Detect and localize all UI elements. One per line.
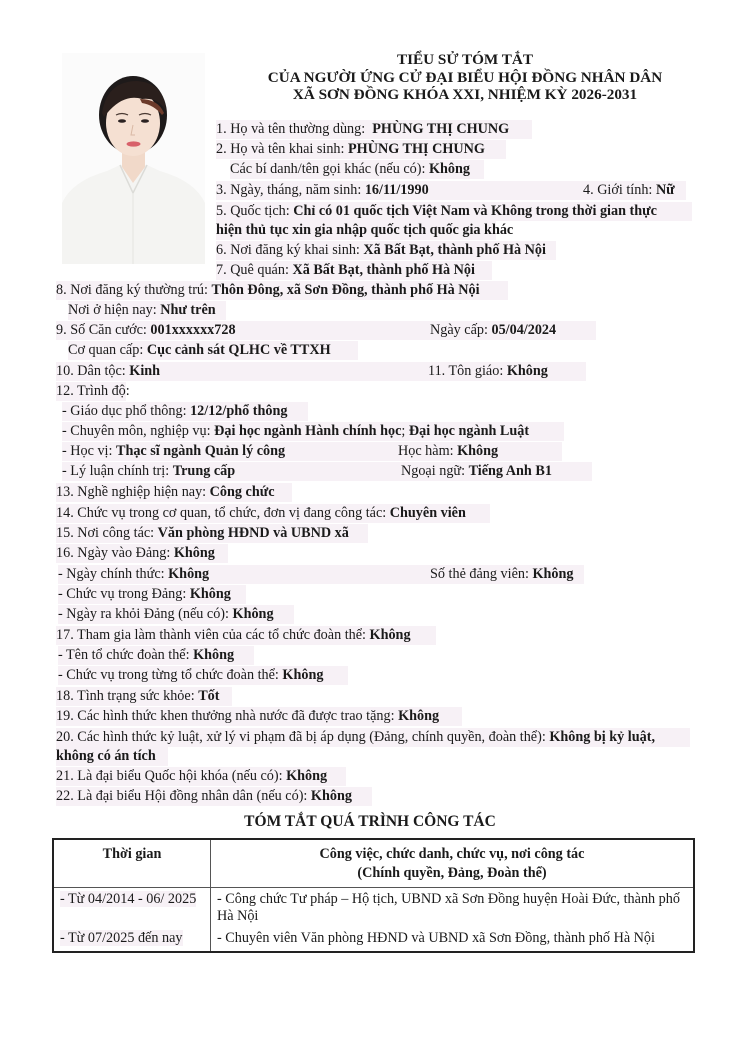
field-foreign-language (401, 462, 552, 481)
field-value: Không (173, 545, 215, 561)
field-label: 5. Quốc tịch: (216, 203, 294, 219)
field-value: Không (282, 667, 324, 683)
field-label: 9. Số Căn cước: (56, 322, 151, 338)
column-header-label: Thời gian (102, 846, 162, 862)
field-label: 1. Họ và tên thường dùng: (216, 121, 369, 137)
field-value: Chuyên viên (389, 505, 466, 521)
field-label: 14. Chức vụ trong cơ quan, tổ chức, đơn vị đang công tác: (56, 505, 390, 521)
field-value: 16/11/1990 (364, 182, 429, 198)
field-value: Không (369, 627, 411, 643)
field-label: 7. Quê quán: (216, 262, 293, 278)
document-title (205, 51, 725, 104)
field-birth-date (216, 181, 686, 200)
field-separator: ; (401, 423, 409, 439)
field-alias (230, 160, 484, 179)
table-row (53, 888, 694, 928)
column-header-role (211, 839, 695, 888)
cell-time (53, 927, 211, 952)
field-label: 12. Trình độ: (56, 383, 130, 399)
field-value: Cục cảnh sát QLHC về TTXH (146, 342, 331, 358)
field-id-number (56, 321, 596, 340)
cell-time (53, 888, 211, 928)
field-value: Kinh (129, 363, 161, 379)
field-label: - Chức vụ trong từng tổ chức đoàn thể: (58, 667, 283, 683)
field-value: Công chức (209, 484, 275, 500)
field-health (56, 687, 232, 706)
field-label: 2. Họ và tên khai sinh: (216, 141, 349, 157)
field-birth-registration (216, 241, 556, 260)
field-ethnicity (56, 362, 586, 381)
cell-text: - Từ 04/2014 - 06/ 2025 (60, 891, 197, 907)
field-value: 12/12/phổ thông (190, 403, 288, 419)
column-header-label: Công việc, chức danh, chức vụ, nơi công tác (319, 846, 585, 862)
field-label: - Ngày ra khỏi Đảng (nếu có): (58, 606, 233, 622)
field-label: 17. Tham gia làm thành viên của các tổ chức đoàn thể: (56, 627, 370, 643)
field-common-name (216, 120, 532, 139)
field-occupation (56, 483, 292, 502)
field-label: 20. Các hình thức kỷ luật, xử lý vi phạm đã bị áp dụng (Đảng, chính quyền, đoàn thể): (56, 729, 550, 745)
field-party-position (58, 585, 246, 604)
column-header-sublabel: (Chính quyền, Đảng, Đoàn thể) (357, 865, 547, 881)
field-position (56, 504, 490, 523)
field-value: Xã Bất Bạt, thành phố Hà Nội (363, 242, 546, 258)
field-value: PHÙNG THỊ CHUNG (372, 121, 510, 137)
column-header-time (53, 839, 211, 888)
title-line-1: TIỂU SỬ TÓM TẮT (396, 51, 534, 68)
field-label: 10. Dân tộc: (56, 363, 130, 379)
field-label: - Chức vụ trong Đảng: (58, 586, 190, 602)
field-peoples-council (56, 787, 372, 806)
field-value: Không (232, 606, 274, 622)
field-permanent-residence (56, 281, 508, 300)
field-label: 6. Nơi đăng ký khai sinh: (216, 242, 364, 258)
field-nationality-cont (216, 221, 514, 240)
field-value: Thôn Đông, xã Sơn Đồng, thành phố Hà Nội (211, 282, 480, 298)
field-label: 18. Tình trạng sức khỏe: (56, 688, 199, 704)
cell-text: - Từ 07/2025 đến nay (60, 930, 183, 946)
field-value: Không (506, 363, 548, 379)
field-gender (583, 181, 675, 200)
field-label: Số thẻ đảng viên: (430, 566, 533, 582)
field-label: Ngoại ngữ: (401, 463, 469, 479)
field-value: Không (310, 788, 352, 804)
field-party-join-date (56, 544, 228, 563)
field-label: 4. Giới tính: (583, 182, 656, 198)
field-discipline (56, 728, 690, 747)
field-label: 13. Nghề nghiệp hiện nay: (56, 484, 210, 500)
field-value: Chỉ có 01 quốc tịch Việt Nam và Không trong thời gian thực (293, 203, 657, 219)
field-value: Không (398, 708, 440, 724)
field-value: Xã Bất Bạt, thành phố Hà Nội (292, 262, 475, 278)
field-party-leave-date (58, 605, 294, 624)
field-general-education (62, 402, 308, 421)
field-value: Không (286, 768, 328, 784)
field-value: Thạc sĩ ngành Quản lý công (115, 443, 286, 459)
field-awards (56, 707, 462, 726)
title-line-2: CỦA NGƯỜI ỨNG CỬ ĐẠI BIỂU HỘI ĐỒNG NHÂN DÂN (267, 68, 663, 86)
field-value: Nữ (655, 182, 675, 198)
field-party-card (430, 565, 573, 584)
field-label: - Ngày chính thức: (58, 566, 169, 582)
field-label: 16. Ngày vào Đảng: (56, 545, 174, 561)
field-label: - Học vị: (62, 443, 116, 459)
field-value: Như trên (160, 302, 216, 318)
field-value: Không (189, 586, 231, 602)
cell-role: - Chuyên viên Văn phòng HĐND và UBND xã Sơn Đồng, thành phố Hà Nội (211, 927, 695, 952)
field-value: Tiếng Anh B1 (468, 463, 552, 479)
work-history-table (52, 838, 695, 953)
field-degree (62, 442, 562, 461)
field-label: - Tên tổ chức đoàn thể: (58, 647, 194, 663)
field-religion (428, 362, 548, 381)
field-label: Học hàm: (398, 443, 458, 459)
field-label: Các bí danh/tên gọi khác (nếu có): (230, 161, 429, 177)
field-label: 22. Là đại biểu Hội đồng nhân dân (nếu có): (56, 788, 311, 804)
field-value: Không (193, 647, 235, 663)
table-row (53, 927, 694, 952)
field-value: Tốt (198, 688, 220, 704)
field-mass-organizations (56, 626, 436, 645)
field-label: Ngày cấp: (430, 322, 492, 338)
field-label: - Lý luận chính trị: (62, 463, 173, 479)
field-label: 19. Các hình thức khen thưởng nhà nước đã được trao tặng: (56, 708, 399, 724)
field-national-assembly (56, 767, 346, 786)
field-label: Nơi ở hiện nay: (68, 302, 161, 318)
candidate-photo (62, 53, 205, 264)
field-label: Cơ quan cấp: (68, 342, 147, 358)
field-label: 15. Nơi công tác: (56, 525, 158, 541)
field-value: Không (457, 443, 499, 459)
field-discipline-cont (56, 747, 168, 766)
field-label: - Chuyên môn, nghiệp vụ: (62, 423, 215, 439)
field-value: Đại học ngành Luật (408, 423, 530, 439)
field-value: 05/04/2024 (491, 322, 557, 338)
field-value: không có án tích (56, 748, 156, 764)
work-history-title: TÓM TẮT QUÁ TRÌNH CÔNG TÁC (244, 813, 496, 830)
field-value: hiện thủ tục xin gia nhập quốc tịch quốc gia khác (216, 222, 514, 238)
field-value: Văn phòng HĐND và UBND xã (157, 525, 349, 541)
field-label: 21. Là đại biểu Quốc hội khóa (nếu có): (56, 768, 287, 784)
field-label: - Giáo dục phổ thông: (62, 403, 191, 419)
field-value: Đại học ngành Hành chính học (214, 423, 402, 439)
field-current-residence (68, 301, 226, 320)
field-birth-name (216, 140, 506, 159)
table-header-row (53, 839, 694, 888)
cell-role: - Công chức Tư pháp – Hộ tịch, UBND xã Sơn Đồng huyện Hoài Đức, thành phố Hà Nội (211, 888, 695, 928)
field-organization-position (58, 666, 348, 685)
field-education-heading (56, 382, 130, 401)
field-value: Không (428, 161, 470, 177)
field-value: Không (532, 566, 574, 582)
field-nationality (216, 202, 692, 221)
field-official-date (58, 565, 584, 584)
field-value: Trung cấp (172, 463, 236, 479)
field-specialty (62, 422, 564, 441)
field-value: PHÙNG THỊ CHUNG (348, 141, 485, 157)
field-issuer (68, 341, 358, 360)
field-organization-name (58, 646, 254, 665)
field-issue-date (430, 321, 556, 340)
field-label: 3. Ngày, tháng, năm sinh: (216, 182, 365, 198)
field-label: 8. Nơi đăng ký thường trú: (56, 282, 212, 298)
title-line-3: XÃ SƠN ĐỒNG KHÓA XXI, NHIỆM KỲ 2026-2031 (292, 86, 638, 103)
field-value: 001xxxxxx728 (150, 322, 236, 338)
field-hometown (216, 261, 492, 280)
portrait-image-icon (62, 53, 205, 264)
field-political-theory (62, 462, 592, 481)
field-value: Không (168, 566, 210, 582)
field-label: 11. Tôn giáo: (428, 363, 507, 379)
field-value: Không bị kỷ luật, (549, 729, 655, 745)
field-workplace (56, 524, 368, 543)
field-academic-title (398, 442, 498, 461)
